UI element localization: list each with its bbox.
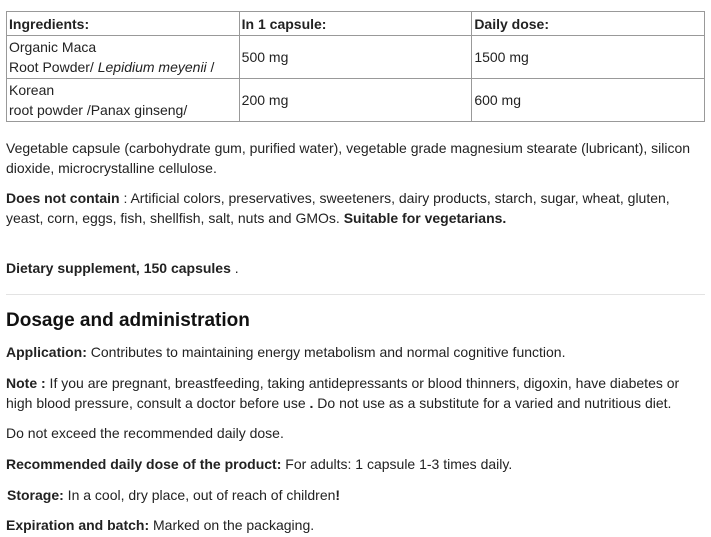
storage-text — [7, 485, 340, 505]
table-row — [7, 79, 705, 122]
ingredient-latin-name: Lepidium meyenii — [97, 59, 207, 75]
ingredient-name-line: Korean — [9, 82, 55, 98]
warning-text: Do not exceed the recommended daily dose. — [6, 425, 284, 441]
supplement-tail: . — [230, 260, 239, 276]
section-title: Dosage and administration — [6, 310, 250, 331]
amount-per-capsule: 200 mg — [239, 79, 472, 122]
expiration-text — [6, 515, 314, 535]
ingredient-name-line: Root Powder/ — [9, 59, 98, 75]
application-text — [6, 342, 565, 362]
section-divider — [6, 294, 705, 295]
ingredient-name-line: root powder /Panax ginseng/ — [9, 102, 188, 118]
header-daily-dose: Daily dose: — [472, 12, 705, 36]
expiration-label: Expiration and batch: — [6, 517, 150, 533]
does-not-contain-text — [6, 188, 705, 228]
table-row — [7, 36, 705, 79]
note-text — [6, 373, 705, 413]
supplement-label: Dietary supplement, 150 capsules — [6, 260, 231, 276]
note-dot: . — [309, 395, 314, 411]
ingredients-table — [6, 11, 705, 122]
note-body-tail: Do not use as a substitute for a varied and nutritious diet. — [313, 395, 672, 411]
supplement-text — [6, 258, 705, 278]
does-not-contain-list: : Artificial colors, preservatives, sweeteners, dairy products, starch, sugar, wheat, gluten, yeast, corn, eggs, fish, shellfish, salt, nuts and GMOs. — [6, 190, 670, 226]
header-in-capsule: In 1 capsule: — [239, 12, 472, 36]
note-label: Note : — [6, 375, 46, 391]
ingredient-name — [7, 36, 240, 79]
amount-daily: 1500 mg — [472, 36, 705, 79]
ingredients-table-wrap — [6, 11, 705, 122]
recommended-dose-body: For adults: 1 capsule 1-3 times daily. — [281, 456, 513, 472]
recommended-dose-label: Recommended daily dose of the product: — [6, 456, 282, 472]
storage-body: In a cool, dry place, out of reach of children — [63, 487, 336, 503]
ingredient-name-line: Organic Maca — [9, 39, 97, 55]
storage-exclamation: ! — [335, 487, 341, 503]
application-body: Contributes to maintaining energy metabolism and normal cognitive function. — [86, 344, 566, 360]
recommended-dose-text — [6, 454, 512, 474]
amount-daily: 600 mg — [472, 79, 705, 122]
does-not-contain-label: Does not contain — [6, 190, 120, 206]
amount-per-capsule: 500 mg — [239, 36, 472, 79]
storage-label: Storage: — [7, 487, 64, 503]
ingredient-name — [7, 79, 240, 122]
expiration-body: Marked on the packaging. — [149, 517, 315, 533]
note-body: If you are pregnant, breastfeeding, taking antidepressants or blood thinners, digoxin, have diabetes or high blood pressure, consult a doctor before use — [6, 375, 680, 411]
vegetarian-label: Suitable for vegetarians. — [343, 210, 507, 226]
application-label: Application: — [6, 344, 87, 360]
header-ingredients: Ingredients: — [7, 12, 240, 36]
composition-text: Vegetable capsule (carbohydrate gum, purified water), vegetable grade magnesium stearate (lubricant), silicon dioxide, microcrystalline cellulose. — [6, 140, 691, 176]
table-header-row — [7, 12, 705, 36]
ingredient-name-tail: / — [206, 59, 215, 75]
